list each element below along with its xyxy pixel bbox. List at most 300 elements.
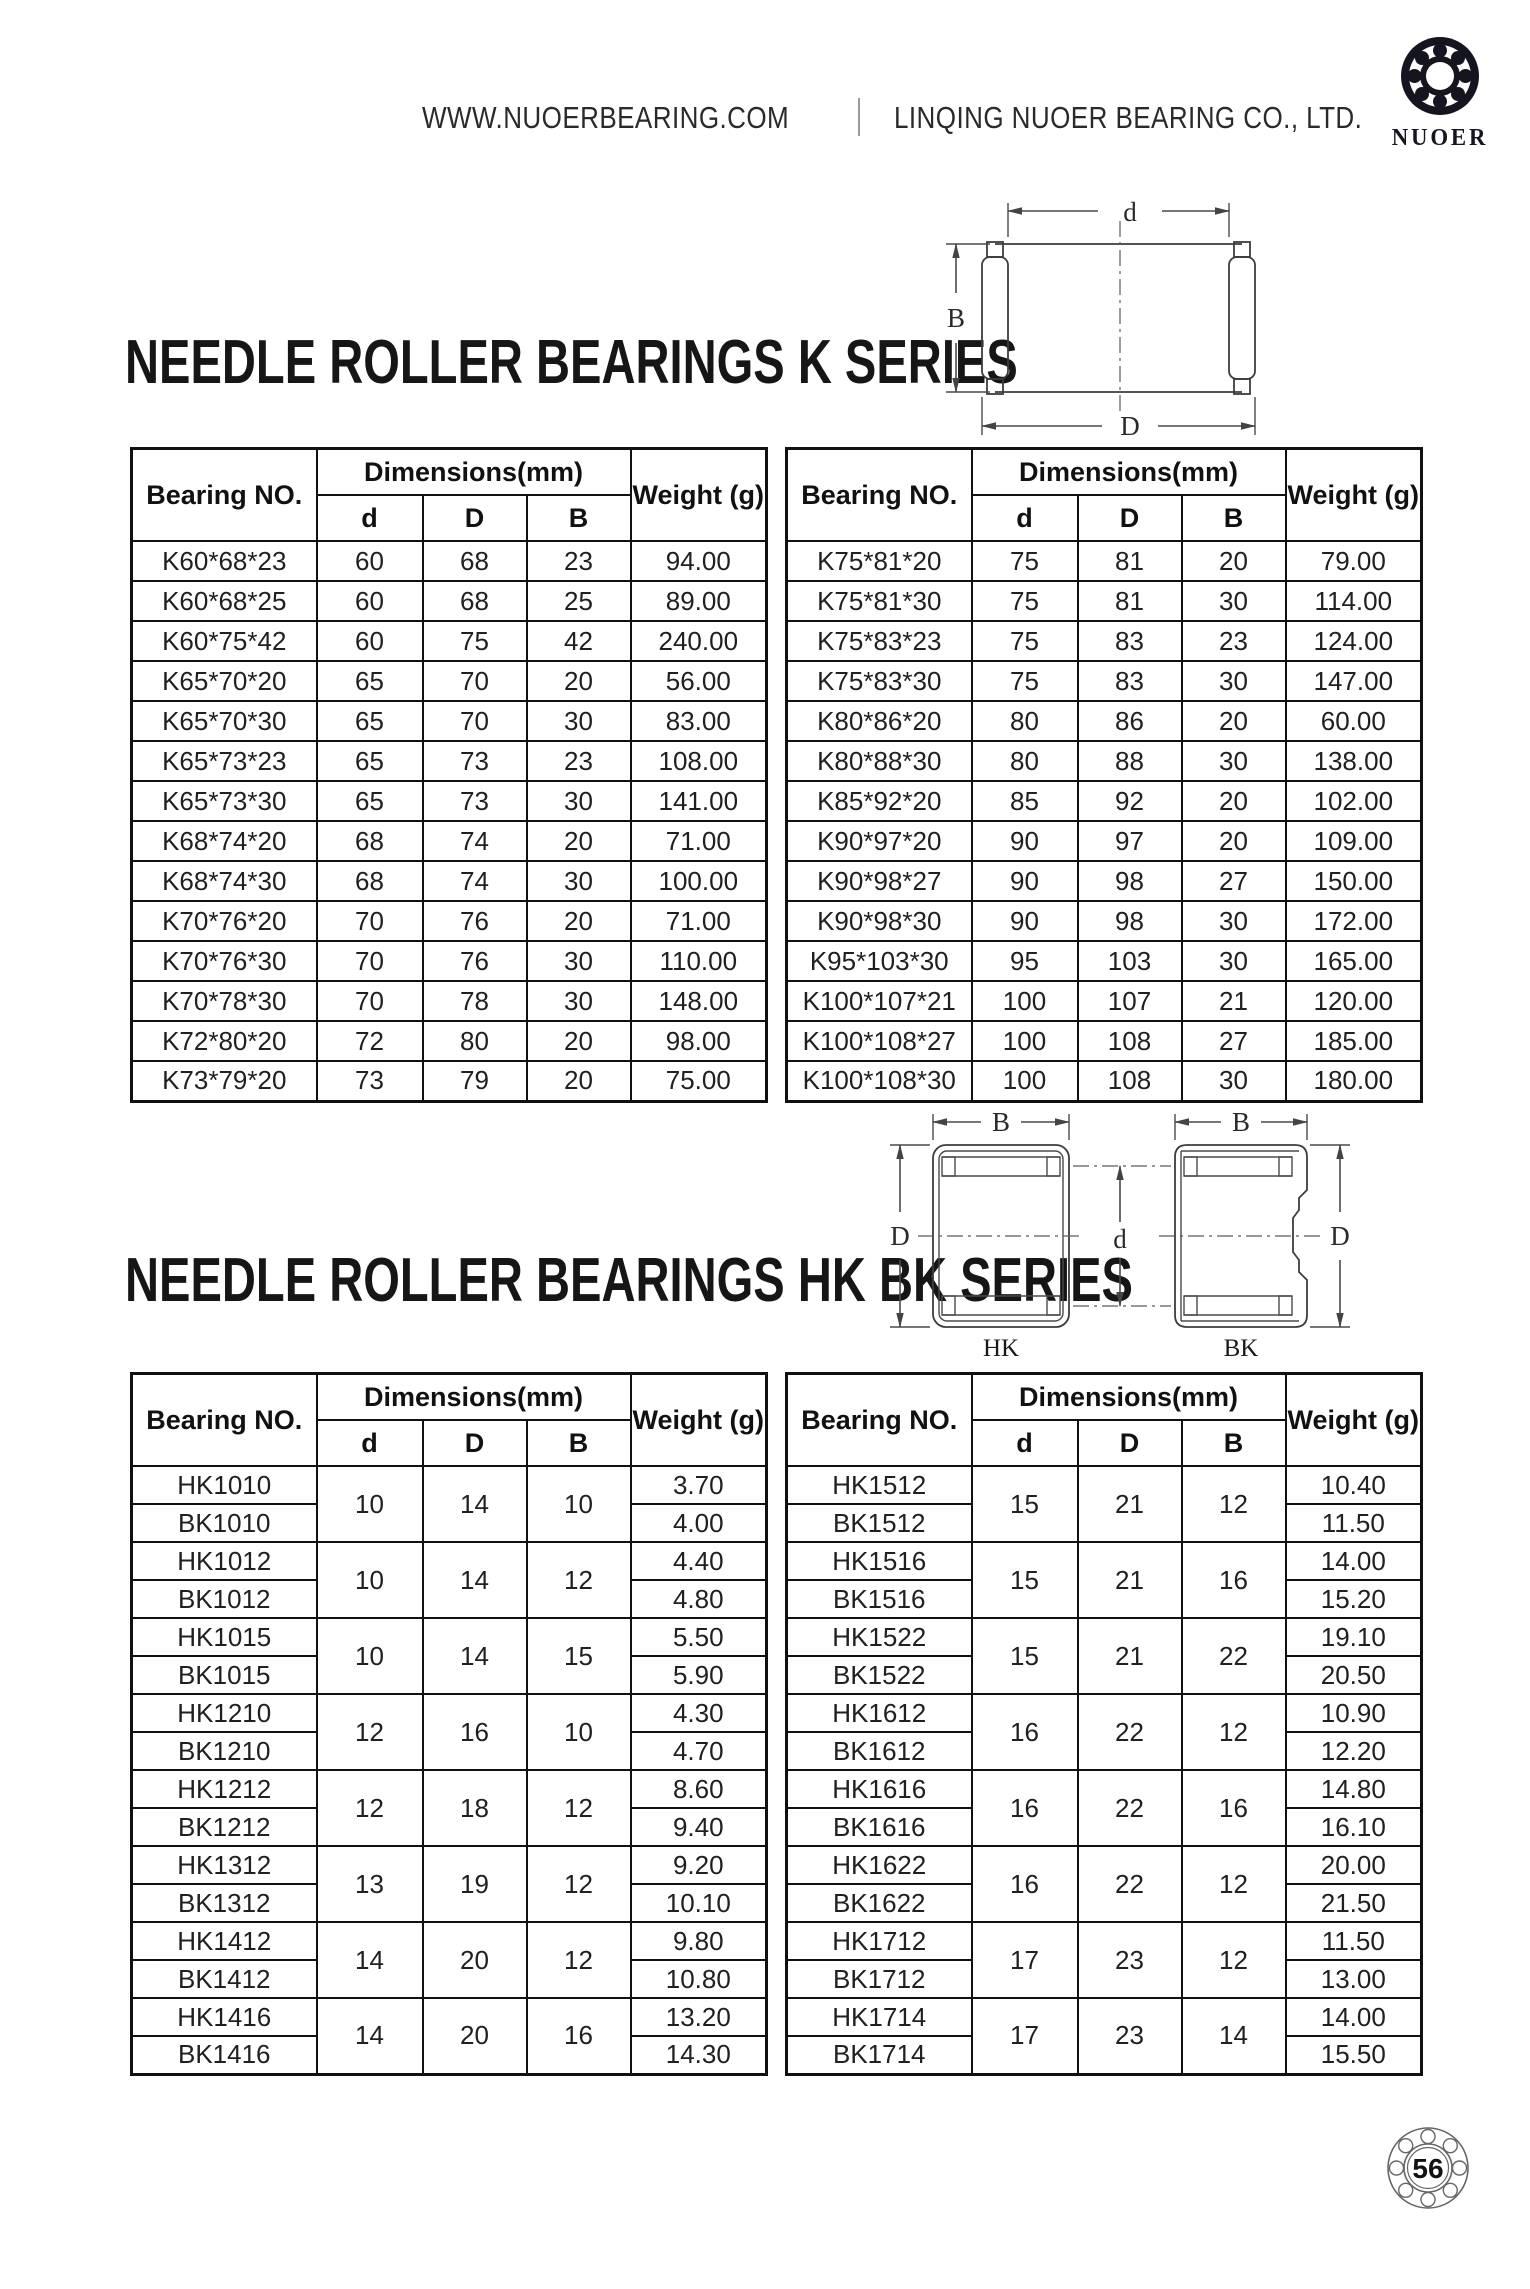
dim-B-cell: 30 [527,981,631,1021]
bearing-no-cell: K73*79*20 [132,1061,317,1101]
dim-B-cell: 30 [1182,741,1286,781]
dim-d-cell: 73 [317,1061,423,1101]
dim-d-cell: 65 [317,701,423,741]
bearing-no-cell: K65*70*30 [132,701,317,741]
dim-B-cell: 21 [1182,981,1286,1021]
weight-cell: 71.00 [631,901,767,941]
table-row [132,1542,767,1580]
table-row [787,781,1422,821]
bearing-no-cell: HK1210 [132,1694,317,1732]
dim-d-cell: 60 [317,581,423,621]
dim-d-cell: 15 [972,1466,1078,1542]
bearing-no-cell: BK1416 [132,2036,317,2074]
dim-d-cell: 90 [972,821,1078,861]
dim-B-cell: 30 [1182,581,1286,621]
bearing-no-cell: K85*92*20 [787,781,972,821]
dim-d-cell: 100 [972,1021,1078,1061]
bearing-no-cell: HK1522 [787,1618,972,1656]
col-header-dimensions: Dimensions(mm) [317,449,631,496]
dim-B-cell: 30 [527,941,631,981]
company-logo [1388,34,1492,152]
dim-D-cell: 73 [423,781,527,821]
bearing-no-cell: K75*83*23 [787,621,972,661]
page-badge-icon [1386,2126,1470,2210]
dim-B-cell: 20 [527,661,631,701]
bearing-no-cell: HK1212 [132,1770,317,1808]
col-header-weight: Weight (g) [631,449,767,542]
bearing-no-cell: K68*74*30 [132,861,317,901]
bearing-no-cell: K65*70*20 [132,661,317,701]
k-series-table-left [130,447,768,1103]
bearing-no-cell: K90*98*30 [787,901,972,941]
bearing-no-cell: BK1616 [787,1808,972,1846]
dim-D-cell: 74 [423,821,527,861]
dim-D-cell: 20 [423,1922,527,1998]
dim-label-d: d [1113,1224,1127,1254]
bk-caption: BK [1223,1335,1259,1362]
table-row [132,781,767,821]
bearing-no-cell: K60*68*23 [132,541,317,581]
hkbk-series-table-left [130,1372,768,2076]
hkbk-series-title: NEEDLE ROLLER BEARINGS HK BK SERIES [125,1245,1133,1315]
dim-d-cell: 10 [317,1618,423,1694]
col-subheader: B [527,495,631,541]
weight-cell: 11.50 [1286,1504,1422,1542]
dim-B-cell: 30 [1182,661,1286,701]
weight-cell: 83.00 [631,701,767,741]
weight-cell: 13.20 [631,1998,767,2036]
k-series-table-right [785,447,1423,1103]
dim-D-cell: 92 [1078,781,1182,821]
table-row [132,1694,767,1732]
weight-cell: 19.10 [1286,1618,1422,1656]
dim-B-cell: 22 [1182,1618,1286,1694]
dim-B-cell: 30 [1182,1061,1286,1101]
dim-label-B: B [946,303,966,333]
dim-d-cell: 60 [317,541,423,581]
weight-cell: 240.00 [631,621,767,661]
weight-cell: 89.00 [631,581,767,621]
weight-cell: 21.50 [1286,1884,1422,1922]
dim-label-D-bk: D [1330,1221,1350,1251]
dim-D-cell: 81 [1078,581,1182,621]
dim-B-cell: 20 [1182,701,1286,741]
dim-d-cell: 100 [972,981,1078,1021]
dim-d-cell: 60 [317,621,423,661]
table-row [132,1998,767,2036]
col-header-weight: Weight (g) [1286,1374,1422,1467]
bearing-no-cell: BK1312 [132,1884,317,1922]
dim-B-cell: 23 [527,541,631,581]
bearing-no-cell: BK1210 [132,1732,317,1770]
bearing-no-cell: BK1012 [132,1580,317,1618]
weight-cell: 14.30 [631,2036,767,2074]
weight-cell: 102.00 [1286,781,1422,821]
hkbk-series-table-right [785,1372,1423,2076]
table-row [787,1061,1422,1101]
bearing-no-cell: HK1412 [132,1922,317,1960]
dim-D-cell: 79 [423,1061,527,1101]
header-company: LINQING NUOER BEARING CO., LTD. [894,100,1363,135]
dim-B-cell: 12 [1182,1922,1286,1998]
k-series-diagram [930,183,1330,443]
table-row [132,1021,767,1061]
dim-D-cell: 98 [1078,861,1182,901]
table-header-row [787,1374,1422,1421]
dim-B-cell: 20 [527,901,631,941]
bearing-no-cell: BK1412 [132,1960,317,1998]
dim-label-d: d [1123,197,1137,227]
dim-D-cell: 18 [423,1770,527,1846]
col-subheader: B [527,1420,631,1466]
bearing-no-cell: K90*97*20 [787,821,972,861]
weight-cell: 114.00 [1286,581,1422,621]
dim-d-cell: 95 [972,941,1078,981]
table-row [787,661,1422,701]
dim-d-cell: 65 [317,661,423,701]
weight-cell: 109.00 [1286,821,1422,861]
bearing-no-cell: HK1015 [132,1618,317,1656]
table-row [132,581,767,621]
dim-d-cell: 70 [317,981,423,1021]
dim-D-cell: 83 [1078,621,1182,661]
dim-D-cell: 74 [423,861,527,901]
dim-D-cell: 22 [1078,1846,1182,1922]
dim-d-cell: 80 [972,701,1078,741]
dim-B-cell: 42 [527,621,631,661]
col-subheader: D [1078,1420,1182,1466]
col-subheader: D [1078,495,1182,541]
dim-B-cell: 12 [527,1922,631,1998]
bearing-no-cell: K70*76*20 [132,901,317,941]
dim-label-B-bk: B [1231,1107,1251,1137]
table-row [132,821,767,861]
dim-d-cell: 65 [317,741,423,781]
table-row [132,1618,767,1656]
bearing-no-cell: BK1512 [787,1504,972,1542]
weight-cell: 14.00 [1286,1542,1422,1580]
dim-B-cell: 27 [1182,1021,1286,1061]
dim-D-cell: 21 [1078,1542,1182,1618]
dim-B-cell: 16 [1182,1542,1286,1618]
dim-d-cell: 16 [972,1846,1078,1922]
dim-B-cell: 23 [1182,621,1286,661]
dim-d-cell: 14 [317,1922,423,1998]
bearing-no-cell: K65*73*30 [132,781,317,821]
bearing-no-cell: HK1516 [787,1542,972,1580]
weight-cell: 75.00 [631,1061,767,1101]
bearing-no-cell: K80*86*20 [787,701,972,741]
dim-d-cell: 14 [317,1998,423,2074]
dim-label-B-hk: B [991,1107,1011,1137]
bearing-no-cell: BK1212 [132,1808,317,1846]
bearing-no-cell: HK1712 [787,1922,972,1960]
dim-B-cell: 16 [527,1998,631,2074]
bearing-no-cell: K75*81*30 [787,581,972,621]
weight-cell: 4.80 [631,1580,767,1618]
bearing-no-cell: K100*108*30 [787,1061,972,1101]
bearing-no-cell: HK1010 [132,1466,317,1504]
dim-d-cell: 15 [972,1618,1078,1694]
table-row [132,541,767,581]
dim-B-cell: 10 [527,1694,631,1770]
bearing-no-cell: K95*103*30 [787,941,972,981]
weight-cell: 71.00 [631,821,767,861]
hk-caption: HK [982,1335,1020,1362]
table-header-row [787,449,1422,496]
dim-B-cell: 12 [1182,1694,1286,1770]
col-header-dimensions: Dimensions(mm) [972,1374,1286,1421]
table-row [787,701,1422,741]
bearing-no-cell: K80*88*30 [787,741,972,781]
col-header-bearing-no: Bearing NO. [132,1374,317,1467]
dim-D-cell: 22 [1078,1694,1182,1770]
bearing-no-cell: BK1712 [787,1960,972,1998]
hk-bk-diagram [878,1100,1360,1365]
weight-cell: 14.80 [1286,1770,1422,1808]
weight-cell: 10.10 [631,1884,767,1922]
dim-D-cell: 108 [1078,1061,1182,1101]
dim-B-cell: 27 [1182,861,1286,901]
bearing-no-cell: BK1622 [787,1884,972,1922]
col-subheader: D [423,495,527,541]
weight-cell: 20.50 [1286,1656,1422,1694]
k-series-title: NEEDLE ROLLER BEARINGS K SERIES [125,327,1018,397]
dim-label-D-hk: D [890,1221,910,1251]
bearing-no-cell: BK1516 [787,1580,972,1618]
table-row [787,621,1422,661]
weight-cell: 56.00 [631,661,767,701]
dim-D-cell: 68 [423,541,527,581]
dim-d-cell: 75 [972,581,1078,621]
dim-label-D: D [1120,411,1140,441]
weight-cell: 9.20 [631,1846,767,1884]
bearing-no-cell: K70*78*30 [132,981,317,1021]
col-header-bearing-no: Bearing NO. [787,449,972,542]
weight-cell: 20.00 [1286,1846,1422,1884]
weight-cell: 12.20 [1286,1732,1422,1770]
bearing-logo-icon [1398,34,1482,118]
weight-cell: 14.00 [1286,1998,1422,2036]
dim-D-cell: 103 [1078,941,1182,981]
bearing-no-cell: BK1015 [132,1656,317,1694]
weight-cell: 120.00 [1286,981,1422,1021]
weight-cell: 5.50 [631,1618,767,1656]
col-subheader: d [317,1420,423,1466]
weight-cell: 13.00 [1286,1960,1422,1998]
dim-d-cell: 70 [317,901,423,941]
weight-cell: 15.20 [1286,1580,1422,1618]
dim-d-cell: 16 [972,1770,1078,1846]
bearing-no-cell: BK1522 [787,1656,972,1694]
weight-cell: 15.50 [1286,2036,1422,2074]
table-row [132,901,767,941]
table-row [787,1021,1422,1061]
dim-D-cell: 108 [1078,1021,1182,1061]
table-row [132,981,767,1021]
dim-D-cell: 73 [423,741,527,781]
weight-cell: 165.00 [1286,941,1422,981]
table-row [787,581,1422,621]
weight-cell: 9.40 [631,1808,767,1846]
weight-cell: 4.30 [631,1694,767,1732]
bearing-no-cell: K75*81*20 [787,541,972,581]
weight-cell: 79.00 [1286,541,1422,581]
table-header-row [132,449,767,496]
table-row [787,1618,1422,1656]
table-header-row [132,1374,767,1421]
dim-D-cell: 70 [423,661,527,701]
dim-D-cell: 97 [1078,821,1182,861]
dim-D-cell: 86 [1078,701,1182,741]
table-row [132,861,767,901]
col-header-bearing-no: Bearing NO. [132,449,317,542]
dim-B-cell: 12 [527,1542,631,1618]
dim-D-cell: 88 [1078,741,1182,781]
dim-d-cell: 68 [317,821,423,861]
dim-D-cell: 16 [423,1694,527,1770]
table-row [787,1466,1422,1504]
dim-D-cell: 19 [423,1846,527,1922]
dim-D-cell: 14 [423,1618,527,1694]
dim-B-cell: 12 [527,1770,631,1846]
bearing-no-cell: HK1012 [132,1542,317,1580]
weight-cell: 148.00 [631,981,767,1021]
bearing-no-cell: HK1416 [132,1998,317,2036]
weight-cell: 110.00 [631,941,767,981]
bearing-no-cell: K100*107*21 [787,981,972,1021]
col-header-weight: Weight (g) [1286,449,1422,542]
weight-cell: 147.00 [1286,661,1422,701]
dim-d-cell: 80 [972,741,1078,781]
bearing-no-cell: K60*75*42 [132,621,317,661]
table-row [132,1922,767,1960]
table-row [787,1998,1422,2036]
table-row [787,1846,1422,1884]
dim-d-cell: 75 [972,541,1078,581]
dim-d-cell: 17 [972,1922,1078,1998]
dim-B-cell: 20 [1182,821,1286,861]
dim-d-cell: 10 [317,1466,423,1542]
table-row [132,1846,767,1884]
dim-D-cell: 83 [1078,661,1182,701]
table-row [787,941,1422,981]
bearing-no-cell: K70*76*30 [132,941,317,981]
weight-cell: 138.00 [1286,741,1422,781]
dim-d-cell: 12 [317,1770,423,1846]
weight-cell: 180.00 [1286,1061,1422,1101]
dim-D-cell: 23 [1078,1998,1182,2074]
weight-cell: 4.70 [631,1732,767,1770]
weight-cell: 11.50 [1286,1922,1422,1960]
dim-D-cell: 21 [1078,1466,1182,1542]
weight-cell: 9.80 [631,1922,767,1960]
dim-d-cell: 75 [972,661,1078,701]
dim-d-cell: 16 [972,1694,1078,1770]
weight-cell: 4.00 [631,1504,767,1542]
dim-B-cell: 16 [1182,1770,1286,1846]
table-row [787,741,1422,781]
weight-cell: 141.00 [631,781,767,821]
header-divider [858,98,860,136]
dim-B-cell: 12 [527,1846,631,1922]
weight-cell: 16.10 [1286,1808,1422,1846]
weight-cell: 60.00 [1286,701,1422,741]
table-row [787,821,1422,861]
table-row [132,661,767,701]
bearing-no-cell: BK1612 [787,1732,972,1770]
weight-cell: 8.60 [631,1770,767,1808]
dim-D-cell: 75 [423,621,527,661]
dim-B-cell: 23 [527,741,631,781]
table-row [787,1694,1422,1732]
weight-cell: 5.90 [631,1656,767,1694]
dim-D-cell: 23 [1078,1922,1182,1998]
weight-cell: 10.90 [1286,1694,1422,1732]
header-website: WWW.NUOERBEARING.COM [422,100,790,135]
dim-D-cell: 76 [423,901,527,941]
dim-D-cell: 20 [423,1998,527,2074]
dim-B-cell: 30 [527,781,631,821]
dim-B-cell: 20 [527,1061,631,1101]
col-header-dimensions: Dimensions(mm) [972,449,1286,496]
dim-D-cell: 78 [423,981,527,1021]
bearing-no-cell: HK1512 [787,1466,972,1504]
logo-text: NUOER [1391,125,1489,151]
col-header-bearing-no: Bearing NO. [787,1374,972,1467]
dim-d-cell: 90 [972,901,1078,941]
bearing-no-cell: K60*68*25 [132,581,317,621]
dim-d-cell: 17 [972,1998,1078,2074]
bearing-no-cell: K68*74*20 [132,821,317,861]
dim-d-cell: 13 [317,1846,423,1922]
dim-D-cell: 98 [1078,901,1182,941]
weight-cell: 10.40 [1286,1466,1422,1504]
dim-B-cell: 12 [1182,1846,1286,1922]
weight-cell: 98.00 [631,1021,767,1061]
dim-B-cell: 30 [1182,901,1286,941]
dim-B-cell: 14 [1182,1998,1286,2074]
col-subheader: B [1182,1420,1286,1466]
dim-B-cell: 15 [527,1618,631,1694]
weight-cell: 150.00 [1286,861,1422,901]
dim-d-cell: 15 [972,1542,1078,1618]
table-row [787,1542,1422,1580]
table-row [132,621,767,661]
table-row [132,701,767,741]
bearing-no-cell: HK1622 [787,1846,972,1884]
bearing-no-cell: HK1612 [787,1694,972,1732]
dim-B-cell: 12 [1182,1466,1286,1542]
dim-D-cell: 107 [1078,981,1182,1021]
bearing-no-cell: K65*73*23 [132,741,317,781]
dim-B-cell: 20 [1182,781,1286,821]
table-row [132,941,767,981]
dim-B-cell: 10 [527,1466,631,1542]
table-row [132,1466,767,1504]
dim-B-cell: 20 [527,1021,631,1061]
weight-cell: 4.40 [631,1542,767,1580]
table-row [132,741,767,781]
dim-B-cell: 25 [527,581,631,621]
col-header-weight: Weight (g) [631,1374,767,1467]
dim-B-cell: 20 [1182,541,1286,581]
dim-d-cell: 85 [972,781,1078,821]
bearing-no-cell: HK1312 [132,1846,317,1884]
dim-d-cell: 75 [972,621,1078,661]
col-subheader: B [1182,495,1286,541]
table-row [787,861,1422,901]
